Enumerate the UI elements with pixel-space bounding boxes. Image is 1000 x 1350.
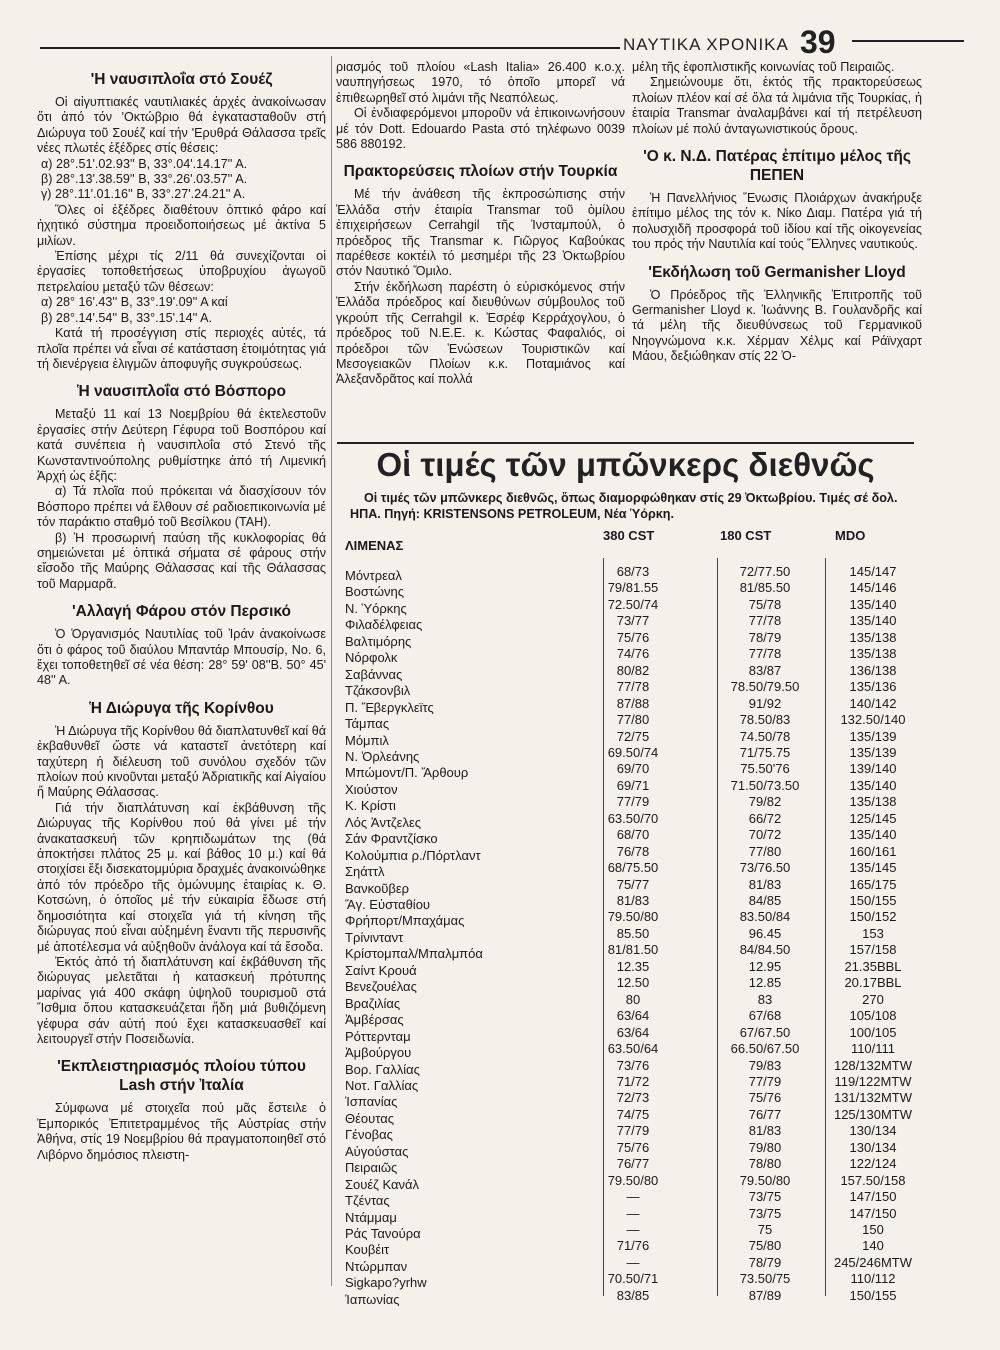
cell-180cst: 83/87 [748, 662, 782, 678]
cell-380cst: 69/70 [616, 761, 650, 777]
cell-380cst: 69.50/74 [607, 744, 659, 760]
cell-380cst: 12.50 [616, 975, 650, 991]
cell-mdo: 21.35BBL [844, 958, 902, 974]
article-paragraph: Οἱ αἰγυπτιακές ναυτιλιακές ἀρχές ἀνακοίνωσαν ὅτι ἀπό τόν 'Οκτώβριο θά ἐγκατασταθοῦν στή Διώρυγα τοῦ Σουέζ καί τήν 'Ερυθρά Θάλασσα τρεῖς νέες πλωτές ἐξέδρες στίς θέσεις: [37, 95, 326, 156]
cell-port: Σαίντ Κρουά [345, 962, 417, 978]
cell-port: Μπώμοντ/Π. Ἄρθουρ [345, 765, 469, 781]
cell-180cst: 78.50/83 [739, 712, 791, 728]
cell-mdo: 150/152 [849, 909, 897, 925]
cell-380cst: 72.50/74 [607, 596, 659, 612]
section-rule [337, 442, 914, 444]
cell-380cst: 77/79 [616, 794, 650, 810]
cell-port: Τρίνινταντ [345, 929, 404, 945]
cell-port: Βορ. Γαλλίας [345, 1061, 420, 1077]
cell-180cst: 73/75 [748, 1205, 782, 1221]
article-paragraph: Ὅλες οἱ ἐξέδρες διαθέτουν ὀπτικό φάρο καί ἠχητικό σύστημα προειδοποιήσεως μέ ἀκτίνα 5 μιλίων. [37, 202, 326, 248]
cell-mdo: 160/161 [849, 843, 897, 859]
cell-180cst: 12.95 [748, 958, 782, 974]
cell-port: Ράς Τανούρα [345, 1226, 421, 1241]
article-paragraph: Κατά τή προσέγγιση στίς περιοχές αὐτές, τά πλοῖα πρέπει νά εἶναι σέ κατάσταση ἑτοιμότητας γιά τή διενέργεια ἑλιγμῶν ἀποφυγῆς συγκρούσεως. [37, 326, 326, 371]
cell-port: Θέουτας [345, 1110, 394, 1126]
column-header-mdo: MDO [835, 528, 866, 543]
cell-port: Νόρφολκ [345, 650, 398, 666]
cell-mdo: 135/138 [849, 629, 897, 645]
cell-380cst: 80/82 [616, 662, 650, 678]
cell-mdo: 100/105 [849, 1024, 897, 1040]
cell-380cst: — [626, 1222, 640, 1237]
column-left [37, 62, 326, 1163]
cell-mdo: 135/140 [849, 613, 897, 629]
cell-port: Βενεζουέλας [345, 979, 417, 995]
cell-mdo: 153 [862, 925, 884, 941]
cell-180cst: 78/79 [748, 629, 782, 645]
cell-port: Βραζιλίας [345, 995, 401, 1011]
cell-mdo: 135/140 [849, 596, 897, 612]
cell-380cst: 85.50 [616, 925, 650, 941]
article-paragraph: Μέ τήν ἀνάθεση τῆς ἐκπροσώπισης στήν Ἑλλάδα στήν ἑταιρία Transmar τοῦ ὁμίλου ἐπιχειρήσεων Cerrahgil τῆς Ἰνσταμπούλ, ὁ πρόεδρος τῆς Transmar κ. Γιῶργος Καβούκας παρέθεσε κοκτέιλ τό μεσημέρι τῆς 23 Ὀκτωβρίου στόν Ναυτικό Ὅμιλο. [336, 187, 625, 279]
cell-mdo: 131/132MTW [833, 1090, 913, 1106]
cell-180cst: 75 [757, 1222, 773, 1237]
cell-port: Νοτ. Γαλλίας [345, 1077, 419, 1093]
cell-port: Κολούμπια ρ./Πόρτλαντ [345, 847, 481, 863]
cell-mdo: 135/140 [849, 827, 897, 843]
cell-mdo: 110/112 [850, 1271, 896, 1287]
article-paragraph: Μεταξύ 11 καί 13 Νοεμβρίου θά ἐκτελεστοῦν ἐργασίες στήν Δεύτερη Γέφυρα τοῦ Βοσπόρου καί κατά συνέπεια ἡ ναυσιπλοΐα στό Στενό τῆς Κωνσταντινούπολης ρυθμίστηκε ἀπό τή Λιμενική Ἀρχή ὡς ἑξῆς: [37, 407, 326, 483]
cell-380cst: — [626, 1205, 640, 1221]
article-paragraph: Οἱ ἐνδιαφερόμενοι μποροῦν νά ἐπικοινωνήσουν μέ τόν Dott. Edouardo Pasta στό τηλέφωνο 0039 586 880192. [336, 106, 625, 152]
cell-mdo: 147/150 [849, 1205, 897, 1221]
cell-mdo: 140 [862, 1238, 884, 1254]
cell-180cst: 67/68 [748, 1008, 782, 1024]
cell-mdo: 135/139 [849, 744, 897, 760]
cell-mdo: 145/146 [849, 580, 897, 596]
header-rule-right [852, 40, 964, 42]
article-paragraph: β) Ἡ προσωρινή παύση τῆς κυκλοφορίας θά σημειώνεται μέ ὀπτικά σήματα σέ φάρους στήν εἴσοδο τῆς Μαύρης Θάλασσας καί τῆς Θάλασσας τοῦ Μαρμαρᾶ. [37, 530, 326, 591]
cell-180cst: 78/80 [748, 1156, 782, 1172]
cell-mdo: 147/150 [849, 1189, 897, 1205]
article-paragraph: Ἡ Πανελλήνιος Ἕνωσις Πλοιάρχων ἀνακήρυξε ἐπίτιμο μέλος της τόν κ. Νίκο Διαμ. Πατέρα γιά τή πολυσχιδῆ προσφορά τοῦ ἰδίου καί τῆς οἰκογενείας του πρός τήν Ναυτιλία καί τούς Ἕλληνες ναυτικούς. [632, 191, 922, 252]
cell-mdo: 119/122MTW [834, 1073, 912, 1089]
cell-380cst: 76/78 [616, 843, 650, 859]
magazine-title: ΝΑΥΤΙΚΑ ΧΡΟΝΙΚΑ [623, 35, 789, 54]
cell-180cst: 96.45 [748, 925, 782, 941]
column-header-380cst: 380 CST [603, 528, 655, 543]
cell-380cst: 70.50/71 [607, 1271, 659, 1287]
cell-mdo: 130/134 [849, 1123, 897, 1139]
cell-180cst: 75/78 [748, 596, 782, 612]
cell-380cst: 73/77 [616, 613, 650, 629]
cell-port: Ν. Ὑόρκης [345, 600, 407, 616]
cell-380cst: 63.50/70 [607, 810, 659, 826]
article-title-lash-auction: 'Εκπλειστηριασμός πλοίου τύπου Lash στήν Ἰταλία [57, 1058, 306, 1095]
cell-port: Sigkapo?yrhw [345, 1275, 427, 1291]
cell-180cst: 87/89 [748, 1287, 782, 1303]
cell-180cst: 78.50/79.50 [730, 679, 800, 695]
cell-180cst: 79/80 [748, 1139, 782, 1155]
article-title-turkey-agency: Πρακτορεύσεις πλοίων στήν Τουρκία [343, 163, 618, 181]
column-header-180cst: 180 CST [720, 528, 772, 543]
cell-port: Ρόττερνταμ [345, 1028, 411, 1044]
cell-port: Χιούστον [345, 781, 398, 797]
cell-180cst: 75/76 [748, 1090, 782, 1106]
cell-380cst: 81/83 [616, 893, 650, 908]
cell-mdo: 157/158 [849, 942, 897, 958]
article-paragraph: Γιά τήν διαπλάτυνση καί ἐκβάθυνση τῆς Διώρυγας τῆς Κορίνθου πού θά γίνει μέ τήν ἀνακατασκευή τῶν κρηπιδωμάτων της (θά ἀποκτήσει πλάτος 25 μ. καί βάθος 10 μ.) καί θά στοιχίσει ἕξι δισεκατομμύρια δραχμές ἀνακοινώθηκε ἀπό τόν πρόεδρο τῆς ὁμώνυμης ἑταιρίας κ. Θ. Κοτσώνη, ὁ ὁποῖος μέ τήν εὐκαιρία ἔδωσε στή δημοσιότητα καί στοιχεῖα γιά τή κίνηση τῆς διώρυγας πού εἶναι αὐξημένη ἔναντι τῆς περυσινῆς μέ ἀποτέλεσμα νά αὐξηθοῦν ἀνάλογα καί τά ἔσοδα. [37, 800, 326, 954]
cell-mdo: 125/145 [849, 810, 897, 826]
page-number: 39 [800, 24, 836, 60]
cell-380cst: 73/76 [616, 1057, 650, 1073]
article-paragraph: μέλη τῆς ἐφοπλιστικῆς κοινωνίας τοῦ Πειραιῶς. [632, 60, 895, 74]
cell-mdo: 157.50/158 [840, 1172, 906, 1188]
cell-380cst: 63/64 [616, 1008, 650, 1024]
cell-mdo: 130/134 [849, 1139, 897, 1155]
cell-180cst: 74.50/78 [739, 728, 791, 744]
article-paragraph: Ἐκτός ἀπό τή διαπλάτυνση καί ἐκβάθυνση τῆς διώρυγας μελετᾶται ἡ κατασκευή πρότυπης μαρίνας γιά 400 σκάφη ὑψηλοῦ τουρισμοῦ στά Ἴσθμια ὅπου κατασκευάζεται ἤδη μιά βυθιζόμενη γέφυρα σάν αὐτή πού ἔχει κατασκευασθεῖ καί λειτουργεῖ στήν Ποσειδωνία. [37, 954, 326, 1046]
coordinate-line: β) 28°.14'.54'' Β, 33°.15'.14'' Α. [41, 310, 213, 325]
cell-mdo: 139/140 [849, 761, 897, 777]
article-paragraph: Ὁ Ὀργανισμός Ναυτιλίας τοῦ Ἰράν ἀνακοίνωσε ὅτι ὁ φάρος τοῦ διαύλου Μπαντάρ Μπουσίρ, Νο. 6, ἔχει τοποθετηθεῖ σέ νέα θέση: 28° 59' 08''Β. 50° 45' 48'' Α. [37, 627, 326, 688]
cell-180cst: 84/84.50 [739, 942, 791, 958]
cell-180cst: 75/80 [748, 1238, 782, 1254]
cell-mdo: 135/138 [849, 794, 897, 810]
cell-mdo: 128/132MTW [833, 1057, 913, 1073]
cell-mdo: 135/136 [849, 679, 897, 695]
cell-380cst: 69/71 [616, 777, 650, 793]
cell-mdo: 135/138 [849, 646, 897, 662]
cell-180cst: 67/67.50 [739, 1024, 791, 1040]
cell-port: Ντώρμπαν [345, 1258, 408, 1274]
cell-180cst: 71/75.75 [739, 744, 791, 760]
cell-380cst: 87/88 [616, 695, 650, 711]
cell-380cst: 74/76 [616, 646, 650, 662]
cell-mdo: 135/139 [849, 728, 897, 744]
cell-380cst: 12.35 [616, 958, 650, 974]
cell-port: Ἀμβέρσας [345, 1012, 404, 1028]
cell-port: Πειραιῶς [345, 1160, 398, 1176]
cell-180cst: 66/72 [748, 810, 782, 826]
cell-port: Σηάττλ [345, 864, 385, 880]
cell-180cst: 79/83 [748, 1057, 782, 1073]
article-paragraph: Σημειώνουμε ὅτι, ἐκτός τῆς πρακτορεύσεως πλοίων πλέον καί σέ ὅλα τά λιμάνια τῆς Τουρκίας, ἡ ἑταιρία Transmar ἀναλαμβάνει καί τή πετρέλευση πλοίων μέ πολύ ἀνταγωνιστικούς ὅρους. [632, 75, 922, 136]
coordinate-line: α) 28° 16'.43'' Β, 33°.19'.09'' Α καί [41, 295, 228, 310]
cell-port: Ἅγ. Εὐσταθίου [345, 897, 431, 912]
cell-mdo: 135/140 [849, 777, 897, 793]
article-title-germanisher-lloyd: 'Εκδήλωση τοῦ Germanisher Lloyd [648, 263, 906, 281]
column-right [632, 60, 922, 365]
cell-port: Σάν Φραντζίσκο [345, 831, 438, 847]
cell-380cst: 77/79 [616, 1123, 650, 1139]
cell-380cst: 79.50/80 [607, 909, 659, 925]
cell-180cst: 73/75 [748, 1189, 782, 1205]
cell-port: Ἱσπανίας [345, 1094, 398, 1110]
article-paragraph: Ἐπίσης μέχρι τίς 2/11 θά συνεχίζονται οἱ ἐργασίες τοποθετήσεως ὑποβρυχίου ἀγωγοῦ πετρελαίου μεταξύ τῶν θέσεων: [37, 249, 326, 294]
cell-mdo: 245/246MTW [833, 1254, 913, 1270]
article-title-suez: 'Η ναυσιπλοΐα στό Σουέζ [90, 71, 273, 88]
cell-180cst: 83.50/84 [739, 909, 791, 925]
cell-180cst: 66.50/67.50 [730, 1041, 800, 1057]
cell-180cst: 91/92 [748, 695, 782, 711]
header-rule-left [40, 47, 620, 49]
cell-180cst: 70/72 [748, 827, 782, 843]
cell-port: Κουβέιτ [345, 1242, 390, 1258]
cell-port: Ν. Ὀρλεάνης [345, 748, 420, 764]
cell-380cst: 72/73 [616, 1090, 650, 1106]
cell-380cst: 75/77 [616, 876, 650, 892]
cell-380cst: 74/75 [616, 1106, 650, 1122]
coordinate-line: β) 28°.13'.38.59'' Β, 33°.26'.03.57'' Α. [41, 172, 248, 187]
cell-380cst: 71/72 [616, 1073, 650, 1089]
cell-port: Κρίστομπαλ/Μπαλμπόα [345, 946, 483, 962]
article-title-bosporus: Ἡ ναυσιπλοΐα στό Βόσπορο [77, 383, 286, 401]
cell-180cst: 71.50/73.50 [730, 777, 800, 793]
cell-180cst: 73.50/75 [739, 1271, 791, 1287]
prices-intro: Οἱ τιμές τῶν μπῶνκερς διεθνῶς, ὅπως διαμορφώθηκαν στίς 29 Ὀκτωβρίου. Τιμές σέ δολ. ΗΠΑ. Πηγή: KRISTENSONS PETROLEUM, Νέα Ὑόρκη. [350, 491, 898, 521]
cell-port: Τάμπας [345, 716, 390, 732]
cell-380cst: 68/70 [616, 827, 650, 843]
cell-380cst: 79.50/80 [607, 1172, 659, 1188]
cell-180cst: 79/82 [748, 794, 782, 810]
cell-380cst: 68/73 [616, 564, 650, 579]
cell-380cst: 68/75.50 [607, 860, 659, 876]
cell-380cst: — [626, 1189, 640, 1205]
cell-380cst: 77/78 [616, 679, 650, 695]
cell-port: Λός Ἀντζελες [345, 814, 422, 830]
cell-380cst: 80 [625, 991, 641, 1007]
cell-port: Σαβάννας [345, 666, 403, 682]
cell-180cst: 77/78 [748, 613, 782, 629]
cell-port: Γένοβας [345, 1127, 393, 1143]
cell-380cst: 77/80 [616, 712, 650, 728]
cell-180cst: 75.50'76 [740, 761, 790, 777]
cell-port: Μόμπιλ [345, 732, 389, 748]
cell-mdo: 20.17BBL [844, 975, 902, 991]
article-paragraph: Ὁ Πρόεδρος τῆς Ἑλληνικῆς Ἐπιτροπῆς τοῦ Germanisher Lloyd κ. Ἰωάννης Β. Γουλανδρῆς καί τά μέλη τῆς διευθύνσεως τοῦ Γερμανικοῦ Νηογνώμονα κ.κ. Χέρμαν Χέλμς καί Ράϊνχαρτ Μάου, δεξιώθηκαν στίς 22 Ὀ- [632, 287, 922, 364]
cell-180cst: 12.85 [748, 975, 782, 991]
cell-mdo: 145/147 [849, 564, 897, 579]
cell-port: Φιλαδέλφειας [345, 617, 423, 633]
cell-port: Ντάμμαμ [345, 1209, 397, 1225]
cell-380cst: 72/75 [616, 728, 650, 744]
cell-port: Ἰαπωνίας [345, 1291, 400, 1307]
cell-port: Ἀμβούργου [345, 1045, 412, 1061]
cell-port: Τζέντας [345, 1193, 390, 1209]
cell-380cst: — [626, 1254, 640, 1270]
cell-port: Κ. Κρίστι [345, 798, 396, 814]
column-header-port: ΛΙΜΕΝΑΣ [345, 538, 404, 553]
article-title-corinth: Ἡ Διώρυγα τῆς Κορίνθου [89, 699, 274, 717]
cell-mdo: 136/138 [849, 662, 897, 678]
coordinate-line: α) 28°.51'.02.93'' Β, 33°.04'.14.17'' Α. [41, 156, 248, 171]
cell-380cst: 75/76 [616, 629, 650, 645]
cell-port: Βαλτιμόρης [345, 633, 412, 649]
cell-mdo: 132.50/140 [840, 712, 906, 728]
cell-180cst: 77/80 [748, 843, 782, 859]
cell-mdo: 150/155 [849, 1287, 897, 1303]
article-title-lighthouse: 'Αλλαγή Φάρου στόν Περσικό [71, 603, 292, 621]
table-row [345, 1287, 915, 1308]
column-divider [331, 56, 332, 1286]
cell-port: Βανκοῦβερ [345, 880, 410, 896]
cell-380cst: 75/76 [616, 1139, 650, 1155]
cell-mdo: 122/124 [849, 1156, 897, 1172]
cell-mdo: 165/175 [849, 876, 897, 892]
prices-title: Οἱ τιμές τῶν μπῶνκερς διεθνῶς [376, 446, 875, 483]
coordinate-line: γ) 28°.11'.01.16'' Β, 33°.27'.24.21'' Α. [41, 187, 246, 202]
cell-mdo: 135/145 [849, 860, 897, 876]
cell-port: Βοστώνης [345, 584, 405, 600]
cell-180cst: 73/76.50 [739, 860, 791, 876]
article-title-pateras: 'Ο κ. Ν.Δ. Πατέρας ἐπίτιμο μέλος τῆς ΠΕΠΕΝ [643, 148, 911, 185]
cell-380cst: 63/64 [616, 1024, 650, 1040]
cell-port: Σουέζ Κανάλ [345, 1176, 420, 1192]
cell-380cst: 76/77 [616, 1156, 650, 1172]
cell-180cst: 81/83 [748, 876, 782, 892]
cell-380cst: 71/76 [616, 1238, 650, 1254]
cell-180cst: 81/85.50 [739, 580, 791, 596]
article-paragraph: ριασμός τοῦ πλοίου «Lash Italia» 26.400 κ.ο.χ. ναυπηγήσεως 1970, τό ὁποῖο μπορεῖ νά ἐπιθεωρηθεῖ στό λιμάνι τῆς Νεαπόλεως. [336, 60, 625, 105]
cell-mdo: 105/108 [849, 1008, 897, 1024]
cell-mdo: 125/130MTW [833, 1106, 913, 1122]
cell-180cst: 79.50/80 [739, 1172, 791, 1188]
cell-port: Φρήπορτ/Μπαχάμας [345, 913, 465, 929]
cell-180cst: 83 [757, 991, 773, 1007]
cell-mdo: 150 [862, 1222, 884, 1237]
cell-mdo: 140/142 [849, 695, 897, 711]
cell-380cst: 63.50/64 [607, 1041, 659, 1057]
cell-180cst: 81/83 [748, 1123, 782, 1139]
cell-port: Π. Ἔβεργκλεϊτς [345, 699, 434, 715]
cell-180cst: 77/78 [748, 646, 782, 662]
cell-port: Αὐγούστας [345, 1143, 409, 1159]
cell-mdo: 110/111 [850, 1041, 896, 1057]
cell-port: Τζάκσονβιλ [345, 683, 411, 699]
article-paragraph: Σύμφωνα μέ στοιχεῖα πού μᾶς ἔστειλε ὁ Ἐμπορικός Ἐπιτετραμμένος τῆς Αὐστρίας στήν Ἀθήνα, στίς 19 Νοεμβρίου θά πραγματοποιηθεῖ στό Λιβόρνο δημόσιος πλειστη- [37, 1101, 326, 1162]
cell-180cst: 72/77.50 [739, 564, 791, 579]
cell-380cst: 83/85 [616, 1287, 650, 1303]
article-paragraph: α) Τά πλοῖα πού πρόκειται νά διασχίσουν τόν Βόσπορο πρέπει νά ἔλθουν σέ ραδιοεπικοινωνία μέ τόν παράκτιο σταθμό τοῦ Βεσίλκου (ΤΑΗ). [37, 484, 326, 530]
article-paragraph: Ἡ Διώρυγα τῆς Κορίνθου θά διαπλατυνθεῖ καί θά ἐκβαθυνθεῖ ὥστε νά καταστεῖ ἀνετότερη καί ταχύτερη ἡ διέλευση τοῦ συνόλου σχεδόν τῶν πλοίων πού κινοῦνται μεταξύ Ἀδριατικῆς καί Αἰγαίου ἤ Μαύρης Θάλασσας. [37, 723, 326, 800]
column-middle [336, 60, 625, 388]
cell-mdo: 270 [862, 991, 884, 1007]
cell-180cst: 84/85 [748, 893, 782, 908]
cell-180cst: 78/79 [748, 1254, 782, 1270]
cell-180cst: 76/77 [748, 1106, 782, 1122]
article-paragraph: Στήν ἐκδήλωση παρέστη ὁ εὐρισκόμενος στήν Ἑλλάδα πρόεδρος καί διευθύνων σύμβουλος τοῦ γκρούπ τῆς Cerrahgil κ. Ἐσρέφ Κερράχογλου, ὁ πρόεδρος τοῦ Ν.Ε.Ε. κ. Κώστας Φαφαλιός, οἱ πρόεδροι τῶν Ἑνώσεων Τουριστικῶν καί Μεσογειακῶν Πλοίων κ.κ. Ποταμιάνος καί Ἀλεξανδρᾶτος καί πολλά [336, 279, 625, 387]
cell-mdo: 150/155 [849, 893, 897, 908]
cell-180cst: 77/79 [748, 1073, 782, 1089]
cell-port: Μόντρεαλ [345, 568, 402, 583]
cell-380cst: 81/81.50 [607, 942, 659, 958]
cell-380cst: 79/81.55 [607, 580, 659, 596]
